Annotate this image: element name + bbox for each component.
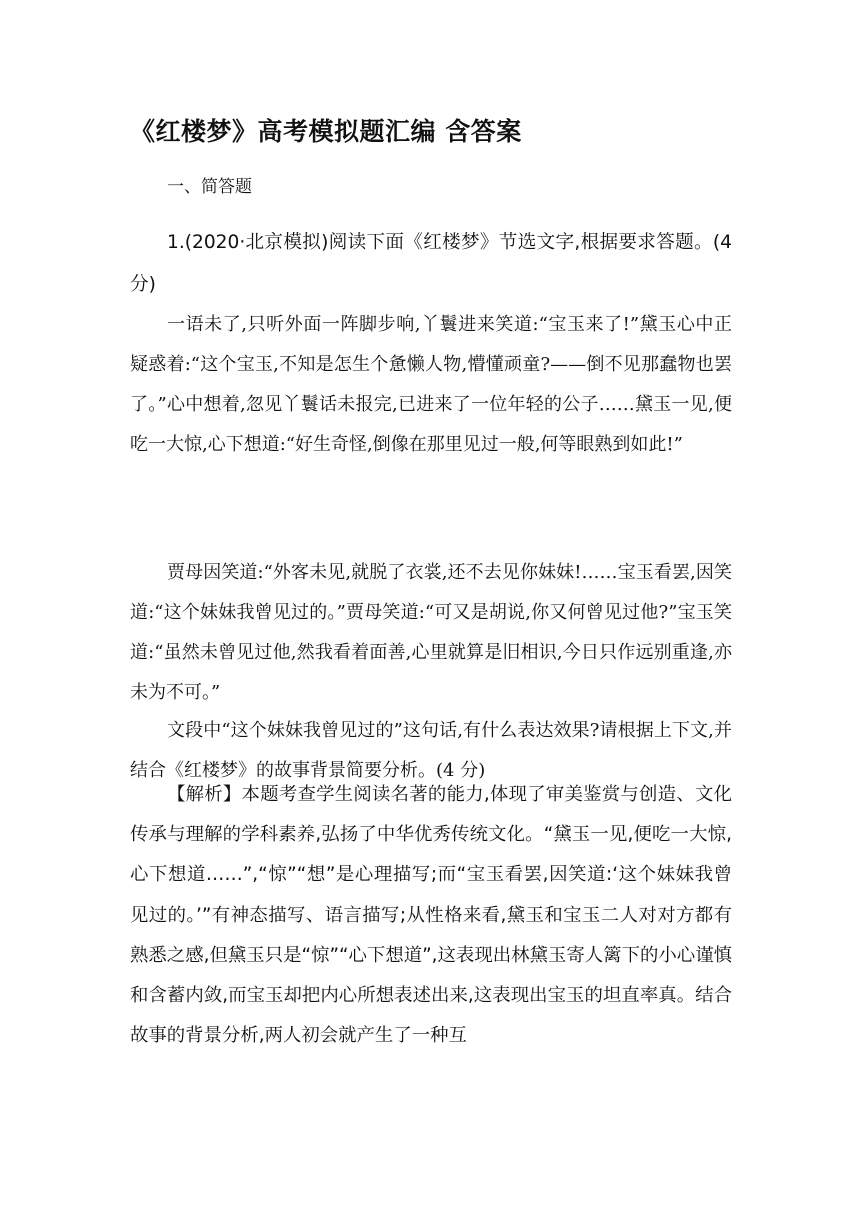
question-1-intro: 1.(2020·北京模拟)阅读下面《红楼梦》节选文字,根据要求答题。(4 分)	[130, 232, 732, 295]
analysis-text: 【解析】本题考查学生阅读名著的能力,体现了审美鉴赏与创造、文化传承与理解的学科素养,弘扬了中华优秀传统文化。“黛玉一见,便吃一大惊,心下想道……”,“惊”“想”是心理描写;而“宝玉看罢,因笑道:‘这个妹妹我曾见过的。’”有神态描写、语言描写;从性格来看,黛玉和宝玉二人对对方都有熟悉之感,但黛玉只是“惊”“心下想道”,这表现出林黛玉寄人篱下的小心谨慎和含蓄内敛,而宝玉却把内心所想表述出来,这表现出宝玉的坦直率真。结合故事的背景分析,两人初会就产生了一种互	[130, 784, 732, 1047]
passage-paragraph-1: 一语未了,只听外面一阵脚步响,丫鬟进来笑道:“宝玉来了!”黛玉心中正疑惑着:“这个宝玉,不知是怎生个惫懒人物,懵懂顽童?——倒不见那蠢物也罢了。”心中想着,忽见丫鬟话未报完,已进来了一位年轻的公子……黛玉一见,便吃一大惊,心下想道:“好生奇怪,倒像在那里见过一般,何等眼熟到如此!”	[130, 314, 732, 455]
question-text: 文段中“这个妹妹我曾见过的”这句话,有什么表达效果?请根据上下文,并结合《红楼梦》的故事背景简要分析。(4 分)	[130, 720, 732, 781]
section-heading: 一、简答题	[167, 177, 252, 197]
passage-paragraph-2: 贾母因笑道:“外客未见,就脱了衣裳,还不去见你妹妹!……宝玉看罢,因笑道:“这个妹妹我曾见过的。”贾母笑道:“可又是胡说,你又何曾见过他?”宝玉笑道:“虽然未曾见过他,然我看着面善,心里就算是旧相识,今日只作远别重逢,亦未为不可。”	[130, 562, 732, 703]
document-title: 《红楼梦》高考模拟题汇编 含答案	[130, 117, 522, 146]
